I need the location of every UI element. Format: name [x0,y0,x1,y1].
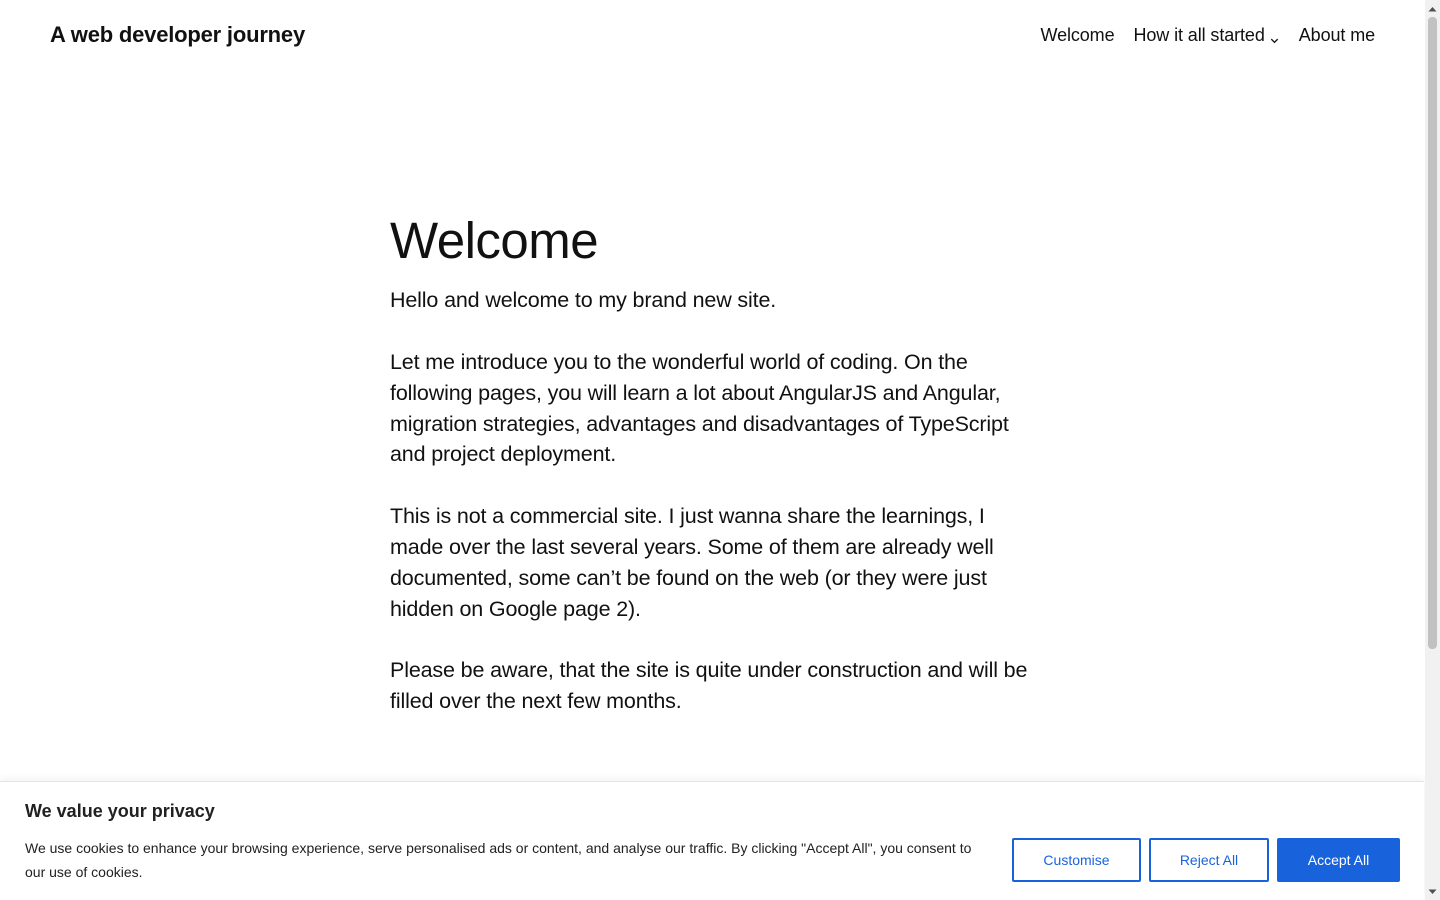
site-title-link[interactable]: A web developer journey [50,22,305,47]
cookie-banner-text: We use cookies to enhance your browsing experience, serve personalised ads or content, and analyse our traffic. By clicking "Accept All", you consent to our use of cookies. [25,840,972,880]
cookie-button-group [1012,838,1400,882]
customise-button[interactable]: Customise [1012,838,1141,882]
main-content [390,200,1040,748]
scroll-up-arrow-icon[interactable] [1425,0,1440,17]
nav-item-welcome[interactable]: Welcome [1040,24,1115,45]
chevron-down-icon[interactable] [1269,30,1280,41]
nav-item-how-it-all-started[interactable] [1134,25,1280,46]
coding-paragraph: Let me introduce you to the wonderful world of coding. On the following pages, you will learn a lot about AngularJS and Angular, migration strategies, advantages and disadvantages of TypeScript and project deployment. [390,349,1009,467]
construction-paragraph: Please be aware, that the site is quite under construction and will be filled over the next few months. [390,658,1028,714]
accept-all-button[interactable]: Accept All [1277,838,1400,882]
scrollbar-thumb[interactable] [1428,17,1437,649]
reject-all-button[interactable]: Reject All [1149,838,1269,882]
vertical-scrollbar[interactable] [1425,0,1440,900]
page-title: Welcome [390,212,599,269]
nav-item-about-me[interactable]: About me [1298,24,1375,45]
site-header [50,0,1375,70]
scroll-down-arrow-icon[interactable] [1425,883,1440,900]
cookie-banner-title: We value your privacy [25,801,215,821]
cookie-consent-banner [0,781,1424,900]
non-commercial-paragraph: This is not a commercial site. I just wanna share the learnings, I made over the last several years. Some of them are already well documented, some can’t be found on the web (or they were just hidden on Google page 2). [390,504,994,621]
main-navigation [1041,25,1376,46]
nav-item-label: How it all started [1133,24,1265,45]
intro-paragraph: Hello and welcome to my brand new site. [390,288,777,313]
